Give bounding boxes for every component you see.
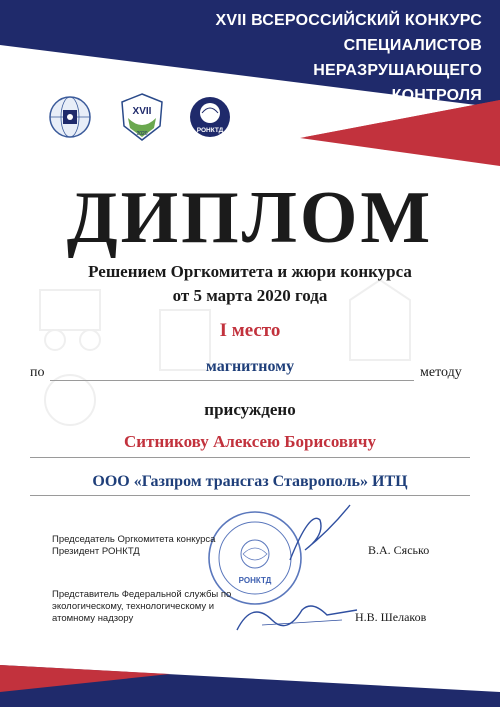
method-value: магнитному <box>205 358 295 375</box>
ronktd-logo-label: РОНКТД <box>196 127 224 134</box>
signature-2-role-line-3: атомному надзору <box>52 613 134 624</box>
stamp-center-label: РОНКТД <box>238 576 272 585</box>
organization-name: ООО «Газпром трансгаз Ставрополь» ИТЦ <box>92 473 408 490</box>
ronktd-logo <box>188 95 232 139</box>
contest-title-line-1: XVII ВСЕРОССИЙСКИЙ КОНКУРС <box>215 12 482 29</box>
signature-2-name: Н.В. Шелаков <box>355 610 427 624</box>
method-suffix: методу <box>420 365 462 380</box>
footer-band <box>0 640 500 707</box>
method-prefix: по <box>30 365 45 380</box>
awarded-text: присуждено <box>204 400 296 419</box>
signature-1-mark <box>280 500 360 570</box>
recipient-name: Ситникову Алексею Борисовичу <box>124 432 376 451</box>
signature-1-role-line-2: Президент РОНКТД <box>52 546 140 557</box>
diploma-title: ДИПЛОМ <box>66 177 434 259</box>
signature-1-role <box>52 534 215 558</box>
contest-title-line-4: КОНТРОЛЯ <box>391 87 482 104</box>
contest-title-line-2: СПЕЦИАЛИСТОВ <box>343 37 482 54</box>
signature-2-role-line-2: экологическому, технологическому и <box>52 601 215 612</box>
organization-underline <box>30 495 470 496</box>
contest-title-line-3: НЕРАЗРУШАЮЩЕГО <box>313 62 482 79</box>
signature-1-role-line-1: Председатель Оргкомитета конкурса <box>52 534 216 545</box>
signature-1-name: В.А. Сясько <box>368 543 430 557</box>
signature-2-mark <box>232 590 362 640</box>
badge-roman-numeral: XVII <box>132 106 152 117</box>
method-underline <box>50 380 414 381</box>
contest-badge-logo <box>118 92 166 142</box>
decision-line-2: от 5 марта 2020 года <box>172 286 328 305</box>
badge-year: 2020 <box>136 131 148 137</box>
signature-2-role <box>52 589 231 625</box>
signature-2-role-line-1: Представитель Федеральной службы по <box>52 589 232 600</box>
place-text: I место <box>219 320 281 341</box>
contest-title <box>182 8 482 108</box>
recipient-underline <box>30 457 470 458</box>
globe-emblem-logo <box>48 95 92 139</box>
decision-line-1: Решением Оргкомитета и жюри конкурса <box>88 262 412 281</box>
